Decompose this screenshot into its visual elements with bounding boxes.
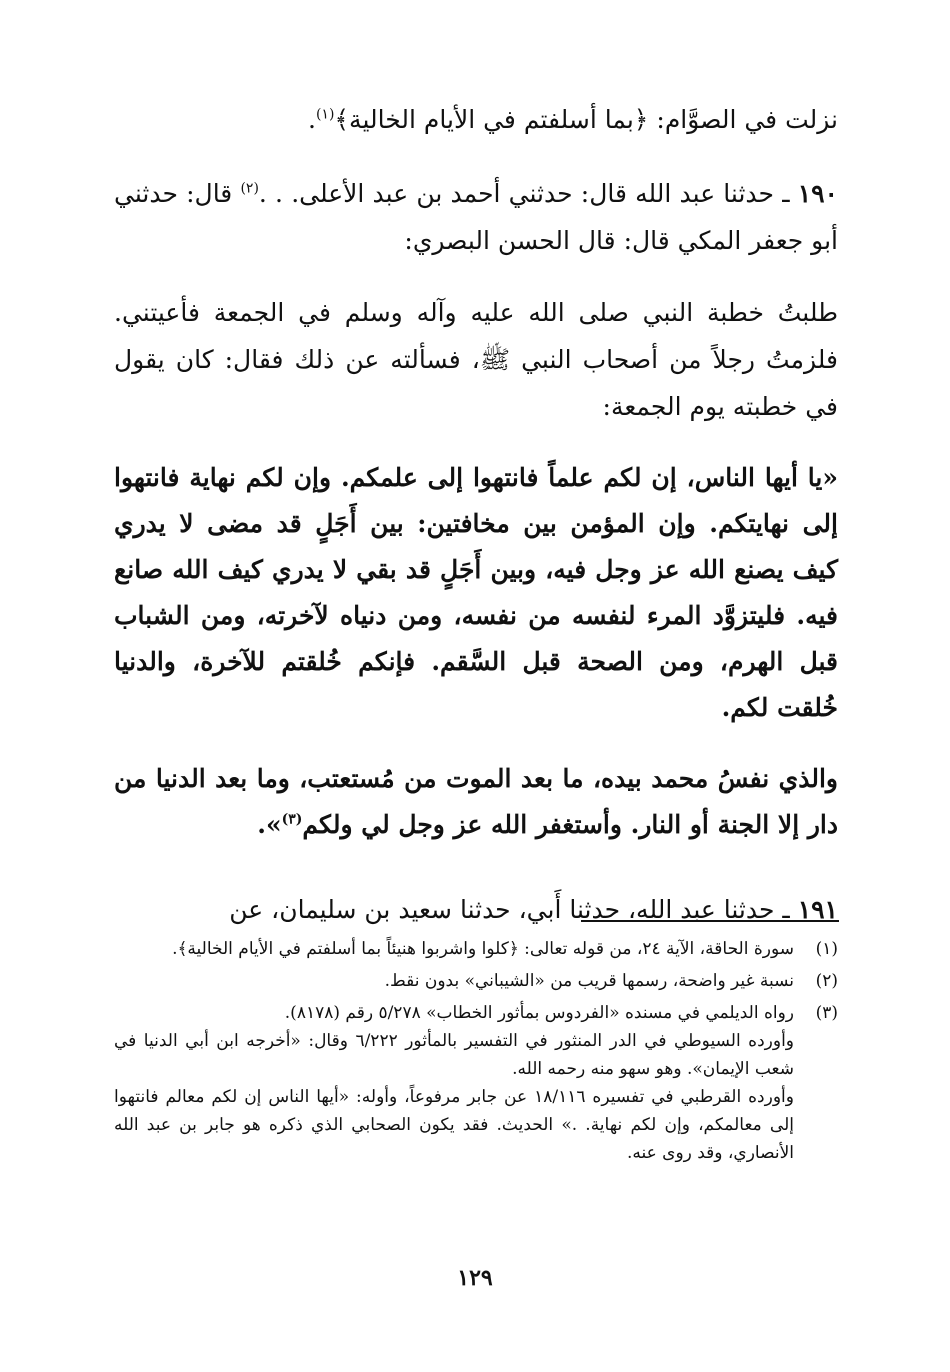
hadith-number-190: ١٩٠ <box>797 179 838 208</box>
hadith-number-191: ١٩١ <box>797 895 838 924</box>
hadith-191 <box>114 886 838 933</box>
footnote-number: (١) <box>815 939 838 959</box>
narration-paragraph: طلبتُ خطبة النبي صلى الله عليه وآله وسلم في الجمعة فأعيتني. فلزمتُ رجلاً من أصحاب النبي ﷺ، فسألته عن ذلك فقال: كان يقول في خطبته يوم الجمعة: <box>114 298 838 421</box>
footnote-body <box>114 935 794 963</box>
page-number: ١٢٩ <box>457 1265 493 1291</box>
intro-paragraph <box>114 96 838 143</box>
footnote-line: وأورده السيوطي في الدر المنثور في التفسير بالمأثور ٦/٢٢٢ وقال: «أخرجه ابن أبي الدنيا في شعب الإيمان». وهو سهو منه رحمه الله. <box>114 1031 795 1079</box>
footnote-3 <box>114 999 838 1167</box>
sermon-paragraph-1: «يا أيها الناس، إن لكم علماً فانتهوا إلى علمكم. وإن لكم نهاية فانتهوا إلى نهايتكم. وإن المؤمن بين مخافتين: بين أَجَلٍ قد مضى لا يدري كيف يصنع الله عز وجل فيه، وبين أَجَلٍ قد بقي لا يدري كيف الله صانع فيه. فليتزوَّد المرء لنفسه من نفسه، ومن دنياه لآخرته، ومن الشباب قبل الهرم، ومن الصحة قبل السَّقم. فإنكم خُلقتم للآخرة، والدنيا خُلقت لكم. <box>114 463 838 722</box>
footnote-ref-2[interactable]: (٢) <box>240 180 259 197</box>
sermon-2-end: ». <box>257 810 282 839</box>
hadith-191-chain: ـ حدثنا عبد الله، حدثنا أَبي، حدثنا سعيد بن سليمان، عن <box>229 895 798 924</box>
hadith-190-chain-part1: ـ حدثنا عبد الله قال: حدثني أحمد بن عبد الأعلى. . . <box>258 179 798 208</box>
footnotes <box>114 935 838 1171</box>
hadith-190-chain-part2: قال: حدثني أبو جعفر المكي قال: قال الحسن البصري: <box>114 179 838 255</box>
footnote-2 <box>114 967 838 995</box>
intro-end: . <box>307 105 316 134</box>
footnote-line: نسبة غير واضحة، رسمها قريب من «الشيباني» بدون نقط. <box>384 971 794 991</box>
hadith-190 <box>114 170 838 264</box>
footnote-1 <box>114 935 838 963</box>
footnote-line: وأورده القرطبي في تفسيره ١٨/١١٦ عن جابر مرفوعاً، وأوله: «أيها الناس إن لكم معالم فانتهوا إلى معالمكم، وإن لكم نهاية. .» الحديث. فقد يكون الصحابي الذي ذكره هو جابر بن عبد الله الأنصاري، وقد روى عنه. <box>114 1087 794 1163</box>
footnote-number: (٢) <box>815 971 838 991</box>
footnote-divider <box>581 920 839 922</box>
sermon-paragraph-2 <box>114 756 838 848</box>
footnote-line: رواه الديلمي في مسنده «الفردوس بمأثور الخطاب» ٥/٢٧٨ رقم (٨١٧٨). <box>284 1003 794 1023</box>
footnote-ref-1[interactable]: (١) <box>315 106 335 123</box>
main-text <box>114 96 838 933</box>
footnote-line: سورة الحاقة، الآية ٢٤، من قوله تعالى: ﴿كلوا واشربوا هنيئاً بما أسلفتم في الأيام الخالية﴾. <box>172 939 794 959</box>
footnote-number: (٣) <box>815 1003 838 1023</box>
footnote-ref-3[interactable]: (٣) <box>281 811 303 828</box>
intro-text: نزلت في الصوَّام: ﴿بما أسلفتم في الأيام الخالية﴾ <box>334 105 838 134</box>
footnote-body <box>114 967 794 995</box>
sermon-2-text: والذي نفسُ محمد بيده، ما بعد الموت من مُستعتب، وما بعد الدنيا من دار إلا الجنة أو النار. وأستغفر الله عز وجل لي ولكم <box>114 764 838 839</box>
footnote-body <box>114 999 794 1167</box>
